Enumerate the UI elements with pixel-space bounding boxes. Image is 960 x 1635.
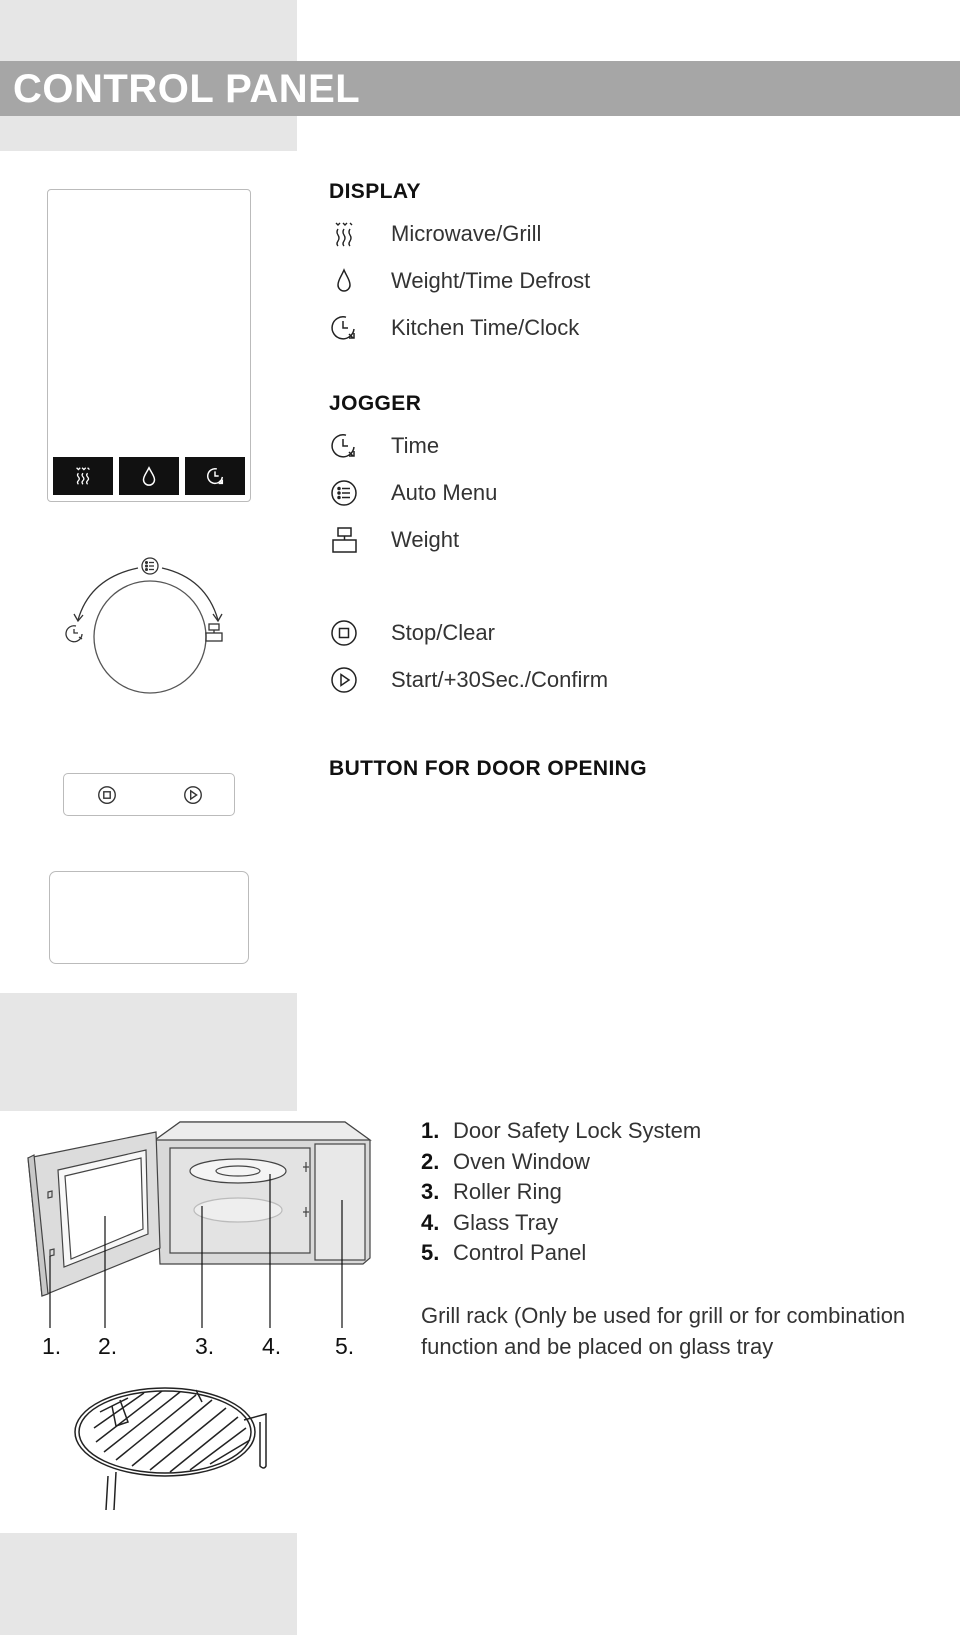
list-item-label: Control Panel	[453, 1240, 587, 1265]
weight-icon	[206, 624, 222, 641]
list-item-number: 4.	[421, 1209, 440, 1235]
list-item-number: 3.	[421, 1179, 440, 1204]
grill-rack-note: Grill rack (Only be used for grill or for combination function and be placed on glass tray	[421, 1303, 906, 1359]
jogger-arrow-left	[78, 568, 138, 620]
menu-list-icon	[142, 558, 158, 574]
door-button-heading: BUTTON FOR DOOR OPENING	[329, 757, 647, 780]
clock-icon	[66, 626, 82, 642]
menu-list-icon	[329, 478, 359, 508]
jogger-item-label: Auto Menu	[391, 480, 498, 505]
oven-diagram	[20, 1110, 380, 1510]
jogger-item-label: Weight	[391, 527, 460, 552]
display-item-microwave-grill	[329, 217, 542, 251]
jogger-item-weight	[329, 523, 460, 557]
display-defrost-indicator	[119, 457, 179, 495]
display-item-defrost	[329, 264, 591, 298]
list-item-label: Oven Window	[453, 1148, 590, 1174]
clock-icon	[204, 465, 226, 487]
display-illustration	[47, 189, 251, 502]
list-item-label: Glass Tray	[453, 1209, 559, 1235]
list-item-label: Roller Ring	[453, 1179, 562, 1204]
jogger-knob-illustration	[60, 550, 240, 700]
microwave-grill-icon	[72, 465, 94, 487]
display-item-label: Kitchen Time/Clock	[391, 315, 580, 340]
glass-tray	[190, 1159, 286, 1183]
stop-icon	[329, 618, 359, 648]
play-icon	[329, 665, 359, 695]
display-microwave-grill-indicator	[53, 457, 113, 495]
sidebar-band-bottom	[0, 1533, 297, 1635]
weight-icon	[329, 525, 359, 555]
button-item-stop-clear	[329, 616, 495, 650]
button-item-label: Start/+30Sec./Confirm	[391, 667, 609, 692]
button-panel-illustration	[63, 773, 235, 816]
stop-icon	[96, 784, 118, 806]
callout-1: 1.	[42, 1333, 62, 1359]
defrost-drop-icon	[138, 465, 160, 487]
page-title-bar	[0, 61, 960, 116]
display-clock-indicator	[185, 457, 245, 495]
jogger-heading: JOGGER	[329, 392, 422, 415]
microwave-grill-icon	[329, 219, 359, 249]
clock-icon	[329, 313, 359, 343]
button-item-label: Stop/Clear	[391, 620, 495, 645]
jogger-item-auto-menu	[329, 476, 498, 510]
door-button-illustration	[49, 871, 249, 964]
grill-rack	[75, 1388, 266, 1510]
clock-icon	[329, 431, 359, 461]
list-item-label: Door Safety Lock System	[453, 1118, 702, 1143]
play-icon	[182, 784, 204, 806]
oven-top	[155, 1122, 370, 1140]
callout-2: 2.	[98, 1333, 118, 1359]
sidebar-band-middle	[0, 993, 297, 1111]
display-item-label: Weight/Time Defrost	[391, 268, 591, 293]
jogger-item-time	[329, 429, 440, 463]
jogger-item-label: Time	[391, 433, 440, 458]
oven-control-panel	[315, 1144, 365, 1260]
roller-ring	[194, 1198, 282, 1222]
display-heading: DISPLAY	[329, 180, 421, 203]
button-item-start	[329, 663, 609, 697]
callout-3: 3.	[195, 1333, 215, 1359]
callout-4: 4.	[262, 1333, 282, 1359]
jogger-knob	[94, 581, 206, 693]
display-item-clock	[329, 311, 580, 345]
page-title: CONTROL PANEL	[13, 67, 361, 111]
list-item-number: 5.	[421, 1240, 440, 1265]
list-item-number: 1.	[421, 1118, 440, 1143]
list-item-number: 2.	[421, 1148, 440, 1174]
display-item-label: Microwave/Grill	[391, 221, 542, 246]
defrost-drop-icon	[329, 266, 359, 296]
callout-5: 5.	[335, 1333, 355, 1359]
jogger-arrow-right	[162, 568, 218, 620]
